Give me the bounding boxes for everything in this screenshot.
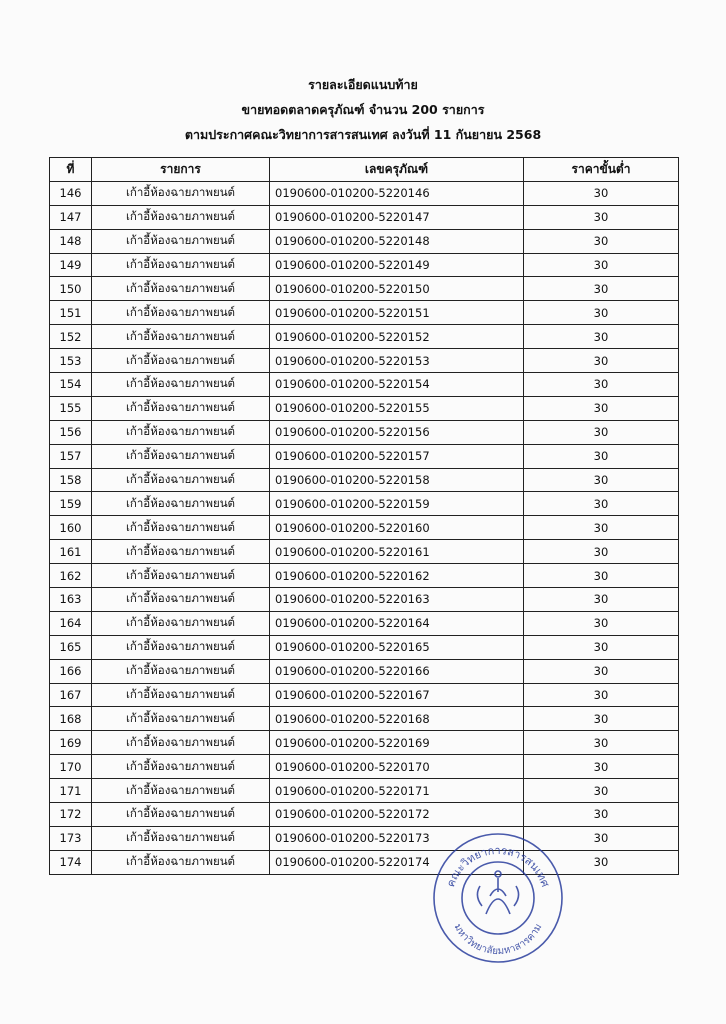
- column-header-no: ที่: [50, 158, 92, 182]
- table-row: [50, 468, 679, 492]
- cell-item: เก้าอี้ห้องฉายภาพยนต์: [92, 349, 270, 373]
- cell-no: 163: [50, 588, 92, 612]
- cell-asset-number: 0190600-010200-5220161: [270, 540, 524, 564]
- table-row: [50, 444, 679, 468]
- table-row: [50, 229, 679, 253]
- cell-asset-number: 0190600-010200-5220164: [270, 611, 524, 635]
- table-row: [50, 731, 679, 755]
- table-row: [50, 516, 679, 540]
- cell-item: เก้าอี้ห้องฉายภาพยนต์: [92, 588, 270, 612]
- table-row: [50, 253, 679, 277]
- table-row: [50, 205, 679, 229]
- cell-no: 152: [50, 325, 92, 349]
- table-row: [50, 396, 679, 420]
- cell-no: 170: [50, 755, 92, 779]
- cell-item: เก้าอี้ห้องฉายภาพยนต์: [92, 611, 270, 635]
- table-row: [50, 707, 679, 731]
- table-row: [50, 779, 679, 803]
- cell-min-price: 30: [524, 850, 679, 874]
- cell-min-price: 30: [524, 253, 679, 277]
- cell-no: 155: [50, 396, 92, 420]
- table-header-row: [50, 158, 679, 182]
- table-row: [50, 349, 679, 373]
- cell-asset-number: 0190600-010200-5220155: [270, 396, 524, 420]
- cell-asset-number: 0190600-010200-5220162: [270, 564, 524, 588]
- cell-no: 162: [50, 564, 92, 588]
- cell-no: 153: [50, 349, 92, 373]
- table-row: [50, 420, 679, 444]
- cell-min-price: 30: [524, 205, 679, 229]
- cell-item: เก้าอี้ห้องฉายภาพยนต์: [92, 755, 270, 779]
- cell-asset-number: 0190600-010200-5220170: [270, 755, 524, 779]
- cell-item: เก้าอี้ห้องฉายภาพยนต์: [92, 826, 270, 850]
- cell-item: เก้าอี้ห้องฉายภาพยนต์: [92, 850, 270, 874]
- cell-min-price: 30: [524, 611, 679, 635]
- cell-no: 146: [50, 181, 92, 205]
- cell-no: 165: [50, 635, 92, 659]
- cell-item: เก้าอี้ห้องฉายภาพยนต์: [92, 683, 270, 707]
- cell-no: 168: [50, 707, 92, 731]
- cell-no: 149: [50, 253, 92, 277]
- table-row: [50, 611, 679, 635]
- cell-item: เก้าอี้ห้องฉายภาพยนต์: [92, 803, 270, 827]
- table-row: [50, 588, 679, 612]
- seal-text-top: คณะวิทยาการสารสนเทศ: [444, 843, 552, 889]
- cell-item: เก้าอี้ห้องฉายภาพยนต์: [92, 540, 270, 564]
- cell-no: 157: [50, 444, 92, 468]
- cell-asset-number: 0190600-010200-5220160: [270, 516, 524, 540]
- cell-asset-number: 0190600-010200-5220169: [270, 731, 524, 755]
- cell-item: เก้าอี้ห้องฉายภาพยนต์: [92, 396, 270, 420]
- cell-min-price: 30: [524, 779, 679, 803]
- table-body: [50, 181, 679, 874]
- cell-asset-number: 0190600-010200-5220174: [270, 850, 524, 874]
- cell-no: 164: [50, 611, 92, 635]
- cell-item: เก้าอี้ห้องฉายภาพยนต์: [92, 325, 270, 349]
- svg-text:มหาวิทยาลัยมหาสารคาม: [452, 922, 545, 957]
- cell-no: 171: [50, 779, 92, 803]
- cell-item: เก้าอี้ห้องฉายภาพยนต์: [92, 779, 270, 803]
- header-line-1: รายละเอียดแนบท้าย: [308, 77, 418, 92]
- cell-min-price: 30: [524, 229, 679, 253]
- cell-min-price: 30: [524, 396, 679, 420]
- cell-min-price: 30: [524, 373, 679, 397]
- cell-min-price: 30: [524, 683, 679, 707]
- cell-min-price: 30: [524, 325, 679, 349]
- cell-item: เก้าอี้ห้องฉายภาพยนต์: [92, 444, 270, 468]
- cell-min-price: 30: [524, 588, 679, 612]
- cell-asset-number: 0190600-010200-5220151: [270, 301, 524, 325]
- cell-asset-number: 0190600-010200-5220171: [270, 779, 524, 803]
- cell-no: 150: [50, 277, 92, 301]
- cell-no: 169: [50, 731, 92, 755]
- cell-no: 154: [50, 373, 92, 397]
- table-row: [50, 373, 679, 397]
- cell-asset-number: 0190600-010200-5220150: [270, 277, 524, 301]
- cell-min-price: 30: [524, 277, 679, 301]
- table-row: [50, 755, 679, 779]
- cell-min-price: 30: [524, 731, 679, 755]
- cell-min-price: 30: [524, 803, 679, 827]
- cell-min-price: 30: [524, 181, 679, 205]
- cell-asset-number: 0190600-010200-5220149: [270, 253, 524, 277]
- cell-min-price: 30: [524, 635, 679, 659]
- asset-table: [49, 157, 679, 875]
- cell-item: เก้าอี้ห้องฉายภาพยนต์: [92, 635, 270, 659]
- seal-text-bottom: มหาวิทยาลัยมหาสารคาม: [451, 922, 545, 958]
- table-row: [50, 492, 679, 516]
- cell-asset-number: 0190600-010200-5220172: [270, 803, 524, 827]
- table-row: [50, 540, 679, 564]
- cell-min-price: 30: [524, 349, 679, 373]
- cell-item: เก้าอี้ห้องฉายภาพยนต์: [92, 205, 270, 229]
- cell-item: เก้าอี้ห้องฉายภาพยนต์: [92, 181, 270, 205]
- cell-asset-number: 0190600-010200-5220167: [270, 683, 524, 707]
- cell-no: 174: [50, 850, 92, 874]
- cell-asset-number: 0190600-010200-5220156: [270, 420, 524, 444]
- cell-asset-number: 0190600-010200-5220168: [270, 707, 524, 731]
- cell-item: เก้าอี้ห้องฉายภาพยนต์: [92, 468, 270, 492]
- cell-asset-number: 0190600-010200-5220165: [270, 635, 524, 659]
- university-seal-icon: [428, 826, 568, 966]
- cell-no: 158: [50, 468, 92, 492]
- document-header: [0, 72, 726, 147]
- column-header-item: รายการ: [92, 158, 270, 182]
- cell-item: เก้าอี้ห้องฉายภาพยนต์: [92, 731, 270, 755]
- cell-asset-number: 0190600-010200-5220154: [270, 373, 524, 397]
- cell-item: เก้าอี้ห้องฉายภาพยนต์: [92, 564, 270, 588]
- cell-no: 151: [50, 301, 92, 325]
- cell-item: เก้าอี้ห้องฉายภาพยนต์: [92, 301, 270, 325]
- cell-item: เก้าอี้ห้องฉายภาพยนต์: [92, 707, 270, 731]
- cell-min-price: 30: [524, 516, 679, 540]
- cell-no: 173: [50, 826, 92, 850]
- cell-min-price: 30: [524, 540, 679, 564]
- cell-min-price: 30: [524, 826, 679, 850]
- cell-asset-number: 0190600-010200-5220157: [270, 444, 524, 468]
- cell-min-price: 30: [524, 444, 679, 468]
- table-row: [50, 325, 679, 349]
- cell-asset-number: 0190600-010200-5220152: [270, 325, 524, 349]
- table-row: [50, 277, 679, 301]
- cell-item: เก้าอี้ห้องฉายภาพยนต์: [92, 516, 270, 540]
- cell-item: เก้าอี้ห้องฉายภาพยนต์: [92, 253, 270, 277]
- cell-min-price: 30: [524, 564, 679, 588]
- table-row: [50, 659, 679, 683]
- cell-min-price: 30: [524, 301, 679, 325]
- cell-item: เก้าอี้ห้องฉายภาพยนต์: [92, 277, 270, 301]
- cell-no: 159: [50, 492, 92, 516]
- cell-no: 166: [50, 659, 92, 683]
- cell-asset-number: 0190600-010200-5220153: [270, 349, 524, 373]
- table-row: [50, 803, 679, 827]
- cell-asset-number: 0190600-010200-5220148: [270, 229, 524, 253]
- cell-no: 172: [50, 803, 92, 827]
- cell-min-price: 30: [524, 755, 679, 779]
- cell-asset-number: 0190600-010200-5220147: [270, 205, 524, 229]
- cell-asset-number: 0190600-010200-5220163: [270, 588, 524, 612]
- cell-asset-number: 0190600-010200-5220146: [270, 181, 524, 205]
- cell-item: เก้าอี้ห้องฉายภาพยนต์: [92, 659, 270, 683]
- header-line-2: ขายทอดตลาดครุภัณฑ์ จำนวน 200 รายการ: [241, 102, 485, 117]
- header-line-3: ตามประกาศคณะวิทยาการสารสนเทศ ลงวันที่ 11 กันยายน 2568: [184, 127, 542, 142]
- cell-min-price: 30: [524, 707, 679, 731]
- table-row: [50, 564, 679, 588]
- cell-no: 148: [50, 229, 92, 253]
- table-row: [50, 635, 679, 659]
- cell-min-price: 30: [524, 420, 679, 444]
- cell-no: 161: [50, 540, 92, 564]
- cell-no: 156: [50, 420, 92, 444]
- cell-asset-number: 0190600-010200-5220159: [270, 492, 524, 516]
- column-header-asset-number: เลขครุภัณฑ์: [270, 158, 524, 182]
- cell-asset-number: 0190600-010200-5220158: [270, 468, 524, 492]
- table-row: [50, 683, 679, 707]
- cell-item: เก้าอี้ห้องฉายภาพยนต์: [92, 229, 270, 253]
- cell-item: เก้าอี้ห้องฉายภาพยนต์: [92, 492, 270, 516]
- cell-no: 167: [50, 683, 92, 707]
- cell-no: 160: [50, 516, 92, 540]
- cell-min-price: 30: [524, 492, 679, 516]
- cell-item: เก้าอี้ห้องฉายภาพยนต์: [92, 373, 270, 397]
- cell-no: 147: [50, 205, 92, 229]
- cell-item: เก้าอี้ห้องฉายภาพยนต์: [92, 420, 270, 444]
- cell-asset-number: 0190600-010200-5220166: [270, 659, 524, 683]
- cell-asset-number: 0190600-010200-5220173: [270, 826, 524, 850]
- column-header-min-price: ราคาขั้นต่ำ: [524, 158, 679, 182]
- table-row: [50, 301, 679, 325]
- cell-min-price: 30: [524, 659, 679, 683]
- table-row: [50, 181, 679, 205]
- cell-min-price: 30: [524, 468, 679, 492]
- table-row: [50, 850, 679, 874]
- table-row: [50, 826, 679, 850]
